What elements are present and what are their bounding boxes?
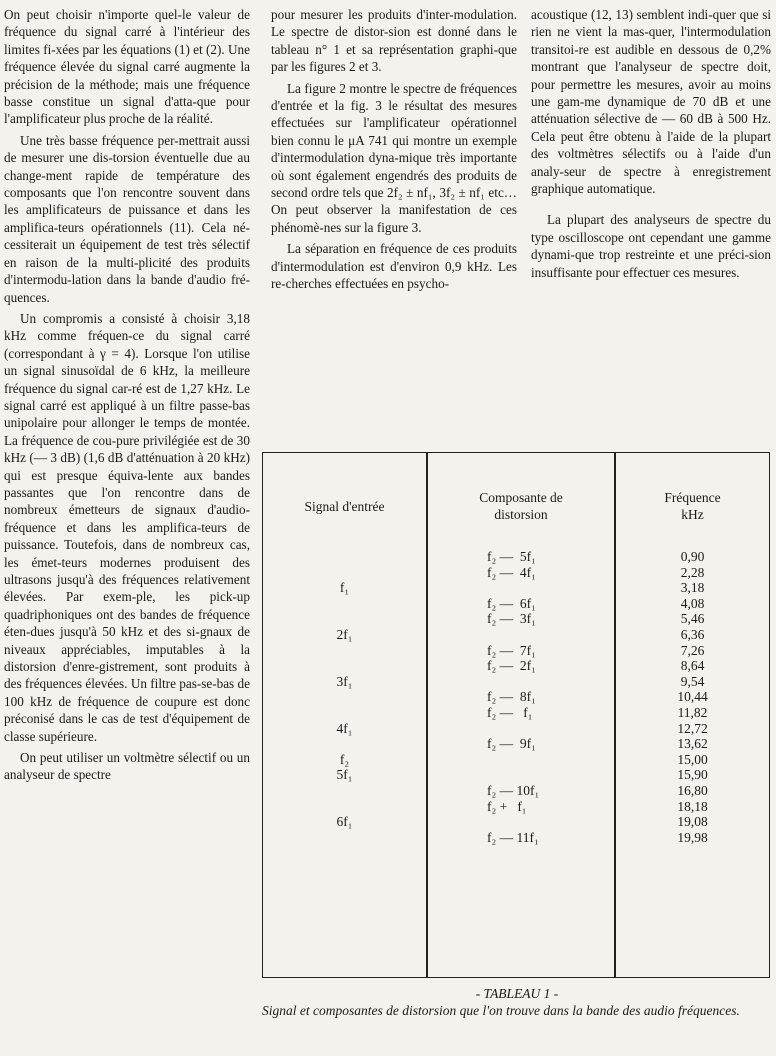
component-cell: f₂ — 6f₁: [487, 595, 536, 611]
frequency-cell: 5,46: [680, 611, 705, 627]
frequency-cell: 4,08: [680, 595, 705, 611]
component-cell: f₂ — 8f₁: [487, 689, 536, 705]
frequency-cell: 8,64: [680, 658, 705, 674]
paragraph: La plupart des analyseurs de spectre du type oscilloscope ont cependant une gamme dynami-que trop restreinte et une préci-sion insuffisante pour effectuer ces mesures.: [531, 212, 771, 280]
frequency-cell: 19,08: [677, 814, 708, 830]
frequency-cell: 6,36: [680, 627, 705, 642]
frequency-cell: 18,18: [677, 798, 708, 814]
paragraph: La figure 2 montre le spectre de fréquences d'entrée et la fig. 3 le résultat des mesures effectuées sur l'amplificateur opérationnel bien connu le μA 741 qui montre un exemple d'intermodulation dyna-mique très importante où sont également engendrés des produits de second ordre tels que 2f₂ ± nf₁, 3f₂ ± nf₁ etc… On peut observer la manifestation de ces phénomè-nes sur la figure 3.: [271, 80, 517, 235]
header-component: [428, 489, 614, 523]
table-divider: [426, 453, 428, 977]
paragraph: pour mesurer les produits d'inter-modulation. Le spectre de distor-sion est donné dans le tableau n° 1 et sa représentation graphi-que par les figures 2 et 3.: [271, 7, 517, 75]
signal-cell: 4f₁: [336, 720, 353, 736]
paragraph: acoustique (12, 13) semblent indi-quer que si rien ne vient la mas-quer, l'intermodulation transitoi-re est audible en dessous de 0,2% montrant que l'analyseur de spectre doit, pour permettre les mesures, avoir au moins une gam-me dynamique de 70 dB et une atténuation sélective de — 60 dB à 500 Hz. Cela peut être obtenu à l'aide de la plupart des voltmètres sélectifs ou à l'aide d'un analy-seur de spectre à enregistrement graphique automatique.: [531, 7, 771, 197]
header-component-line: distorsion: [494, 507, 548, 522]
header-frequency: [616, 489, 769, 523]
paragraph: La séparation en fréquence de ces produits d'intermodulation est d'environ 0,9 kHz. Les re-cherches effectuées en psycho-: [271, 241, 517, 292]
component-cell: f₂ — 7f₁: [487, 642, 536, 658]
signal-cell: 6f₁: [336, 814, 353, 830]
component-cell: f₂ — 11f₁: [487, 829, 539, 845]
frequency-cell: 11,82: [677, 705, 708, 720]
paragraph: On peut choisir n'importe quel-le valeur de fréquence du signal carré à l'intérieur des limites fi-xées par les équations (1) et (2). Une fréquence élevée du signal carré augmente la précision de la méthode; mais une fréquence basse constitue un signal d'atta-que pour l'amplificateur plus proche de la réalité.: [4, 7, 250, 127]
frequency-cell: 10,44: [677, 689, 708, 705]
component-cell: f₂ — 3f₁: [487, 611, 536, 627]
distortion-table: [262, 452, 770, 978]
signal-cell: 3f₁: [336, 673, 353, 689]
text-column-3: [531, 6, 771, 285]
header-frequency-line: kHz: [681, 507, 704, 522]
component-cell: f₂ — f₁: [487, 705, 533, 720]
signal-cell: 5f₁: [336, 767, 353, 783]
text-column-1: [4, 6, 250, 788]
frequency-cell: 9,54: [680, 673, 705, 689]
text-column-2: [271, 6, 517, 297]
table-caption: [262, 985, 772, 1019]
frequency-cell: 12,72: [677, 720, 708, 736]
paragraph: Une très basse fréquence per-mettrait aussi de mesurer une dis-torsion éventuelle due au change-ment rapide de température des composants que l'on rencontre souvent dans les amplificateurs de puissance et dans les amplifica-teurs opérationnels (11). Cela né-cessiterait un équipement de test très sélectif en raison de la multi-plicité des produits d'intermodu-lation dans la bande d'audio fré-quences.: [4, 132, 250, 305]
caption-title: - TABLEAU 1 -: [475, 986, 559, 1001]
component-cell: f₂ — 5f₁: [487, 549, 536, 564]
frequency-cell: 16,80: [677, 783, 708, 798]
frequency-cell: 15,90: [677, 767, 708, 783]
header-component-line: Composante de: [479, 490, 563, 505]
signal-cell: f₂: [339, 751, 350, 767]
component-cell: f₂ + f₁: [487, 798, 527, 814]
paragraph: On peut utiliser un voltmètre sélectif ou un analyseur de spectre: [4, 750, 250, 783]
frequency-cell: 19,98: [677, 829, 708, 845]
frequency-cell: 7,26: [680, 642, 705, 658]
caption-text: Signal et composantes de distorsion que l'on trouve dans la bande des audio fréquences.: [262, 1003, 740, 1018]
header-frequency-line: Fréquence: [664, 490, 721, 505]
component-cell: f₂ — 4f₁: [487, 564, 536, 580]
paragraph: Un compromis a consisté à choisir 3,18 kHz comme fréquen-ce du signal carré (correspondant à γ = 4). Lorsque l'on utilise un signal sinusoïdal de 6 kHz, la meilleure fréquence du signal car-ré est de 1,27 kHz. Le signal carré est appliqué à un filtre passe-bas unipolaire pour allonger le temps de montée. La fréquence de cou-pure privilégiée est de 30 kHz (— 3 dB) (1,6 dB d'atténuation à 20 kHz) qui est presque équiva-lente aux bandes passantes que l'on rencontre dans de nombreux émetteurs de signaux d'audio-fréquence et dans les amplifica-teurs de puissance. Toutefois, dans de nombreux cas, les émet-teurs modernes produisent des ultrasons jusqu'à des fréquences relativement élevées. Par exem-ple, les pick-up quadriphoniques ont des bandes de fréquence éten-dues jusqu'à 50 kHz et des si-gnaux de niveaux appréciables, imputables à la distorsion d'enre-gistrement, sont produits à des fréquences élevées. Un filtre pas-se-bas de 100 kHz de fréquence de coupure est donc préconisé dans le cas de test d'équipement de classe supérieure.: [4, 310, 250, 744]
header-signal: Signal d'entrée: [304, 499, 385, 514]
component-cell: f₂ — 9f₁: [487, 736, 536, 752]
component-cell: f₂ — 2f₁: [487, 658, 536, 674]
signal-cell: f₁: [339, 580, 350, 596]
frequency-cell: 3,18: [680, 580, 705, 596]
frequency-cell: 15,00: [677, 751, 708, 767]
signal-cell: 2f₁: [336, 627, 353, 642]
frequency-cell: 13,62: [677, 736, 708, 752]
component-cell: f₂ — 10f₁: [487, 783, 540, 798]
frequency-cell: 0,90: [680, 549, 705, 564]
frequency-cell: 2,28: [680, 564, 705, 580]
